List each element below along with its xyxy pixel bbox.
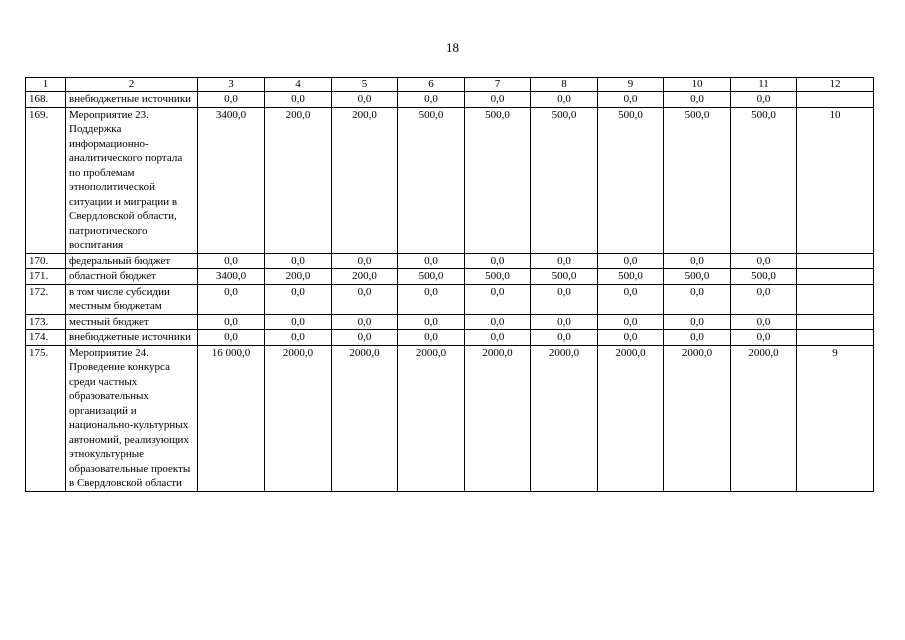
row-value-cell: 0,0 xyxy=(731,92,797,108)
row-value-cell: 0,0 xyxy=(598,92,664,108)
row-value-cell: 0,0 xyxy=(198,314,265,330)
row-value-cell: 0,0 xyxy=(265,330,332,346)
row-description-cell: внебюджетные источники xyxy=(66,92,198,108)
row-value-cell: 0,0 xyxy=(664,330,731,346)
row-last-column-cell: 9 xyxy=(797,345,874,491)
row-number-cell: 168. xyxy=(26,92,66,108)
row-value-cell: 2000,0 xyxy=(332,345,398,491)
column-header: 3 xyxy=(198,78,265,92)
row-value-cell: 500,0 xyxy=(398,269,465,285)
row-value-cell: 0,0 xyxy=(265,284,332,314)
column-header: 1 xyxy=(26,78,66,92)
row-description-cell: в том числе субсидии местным бюджетам xyxy=(66,284,198,314)
row-value-cell: 500,0 xyxy=(398,107,465,253)
table-row xyxy=(26,92,874,108)
row-number-cell: 173. xyxy=(26,314,66,330)
row-number-cell: 170. xyxy=(26,253,66,269)
row-value-cell: 0,0 xyxy=(731,284,797,314)
row-value-cell: 0,0 xyxy=(332,92,398,108)
table-header-row xyxy=(26,78,874,92)
row-value-cell: 2000,0 xyxy=(598,345,664,491)
row-value-cell: 500,0 xyxy=(598,107,664,253)
row-value-cell: 0,0 xyxy=(531,314,598,330)
row-last-column-cell: 10 xyxy=(797,107,874,253)
row-value-cell: 0,0 xyxy=(531,284,598,314)
row-value-cell: 0,0 xyxy=(531,92,598,108)
row-value-cell: 0,0 xyxy=(731,314,797,330)
row-description-cell: Мероприятие 24. Проведение конкурса среди частных образовательных организаций и национально-культурных автономий, реализующих этнокультурные образовательные проекты в Свердловской области xyxy=(66,345,198,491)
row-last-column-cell xyxy=(797,253,874,269)
row-value-cell: 200,0 xyxy=(332,269,398,285)
row-value-cell: 0,0 xyxy=(465,253,531,269)
row-value-cell: 500,0 xyxy=(731,107,797,253)
row-value-cell: 500,0 xyxy=(465,107,531,253)
row-value-cell: 2000,0 xyxy=(265,345,332,491)
row-description-cell: местный бюджет xyxy=(66,314,198,330)
row-value-cell: 500,0 xyxy=(465,269,531,285)
row-value-cell: 0,0 xyxy=(598,253,664,269)
row-value-cell: 500,0 xyxy=(664,269,731,285)
table-row xyxy=(26,345,874,491)
column-header: 11 xyxy=(731,78,797,92)
column-header: 9 xyxy=(598,78,664,92)
row-value-cell: 200,0 xyxy=(265,269,332,285)
row-value-cell: 500,0 xyxy=(598,269,664,285)
table-row xyxy=(26,314,874,330)
row-value-cell: 0,0 xyxy=(664,92,731,108)
column-header: 8 xyxy=(531,78,598,92)
row-value-cell: 2000,0 xyxy=(398,345,465,491)
row-value-cell: 0,0 xyxy=(332,330,398,346)
table-row xyxy=(26,269,874,285)
row-value-cell: 0,0 xyxy=(731,253,797,269)
row-value-cell: 0,0 xyxy=(398,92,465,108)
row-value-cell: 0,0 xyxy=(265,92,332,108)
table-row xyxy=(26,107,874,253)
row-last-column-cell xyxy=(797,92,874,108)
row-value-cell: 500,0 xyxy=(531,269,598,285)
row-value-cell: 0,0 xyxy=(664,284,731,314)
column-header: 7 xyxy=(465,78,531,92)
row-value-cell: 0,0 xyxy=(198,330,265,346)
row-number-cell: 169. xyxy=(26,107,66,253)
row-last-column-cell xyxy=(797,330,874,346)
row-value-cell: 0,0 xyxy=(332,284,398,314)
column-header: 10 xyxy=(664,78,731,92)
row-number-cell: 171. xyxy=(26,269,66,285)
row-value-cell: 0,0 xyxy=(198,253,265,269)
column-header: 5 xyxy=(332,78,398,92)
row-value-cell: 200,0 xyxy=(332,107,398,253)
row-description-cell: федеральный бюджет xyxy=(66,253,198,269)
row-description-cell: областной бюджет xyxy=(66,269,198,285)
column-header: 12 xyxy=(797,78,874,92)
row-value-cell: 0,0 xyxy=(465,92,531,108)
row-value-cell: 2000,0 xyxy=(731,345,797,491)
column-header: 6 xyxy=(398,78,465,92)
row-number-cell: 174. xyxy=(26,330,66,346)
row-value-cell: 0,0 xyxy=(598,314,664,330)
row-value-cell: 0,0 xyxy=(731,330,797,346)
row-number-cell: 172. xyxy=(26,284,66,314)
row-value-cell: 0,0 xyxy=(265,253,332,269)
row-value-cell: 3400,0 xyxy=(198,107,265,253)
row-value-cell: 0,0 xyxy=(398,253,465,269)
row-value-cell: 3400,0 xyxy=(198,269,265,285)
row-value-cell: 2000,0 xyxy=(664,345,731,491)
row-value-cell: 0,0 xyxy=(664,314,731,330)
budget-table xyxy=(25,77,874,492)
table-row xyxy=(26,330,874,346)
row-value-cell: 0,0 xyxy=(332,253,398,269)
row-value-cell: 0,0 xyxy=(598,330,664,346)
row-last-column-cell xyxy=(797,314,874,330)
row-description-cell: Мероприятие 23. Поддержка информационно-аналитического портала по проблемам этнополитической ситуации и миграции в Свердловской области, патриотического воспитания xyxy=(66,107,198,253)
table-row xyxy=(26,253,874,269)
row-value-cell: 0,0 xyxy=(465,284,531,314)
row-last-column-cell xyxy=(797,269,874,285)
row-value-cell: 0,0 xyxy=(265,314,332,330)
row-value-cell: 2000,0 xyxy=(465,345,531,491)
row-value-cell: 500,0 xyxy=(664,107,731,253)
page-number: 18 xyxy=(446,40,459,55)
row-value-cell: 0,0 xyxy=(664,253,731,269)
row-number-cell: 175. xyxy=(26,345,66,491)
row-value-cell: 500,0 xyxy=(731,269,797,285)
row-value-cell: 500,0 xyxy=(531,107,598,253)
row-value-cell: 0,0 xyxy=(398,330,465,346)
row-value-cell: 0,0 xyxy=(198,92,265,108)
row-description-cell: внебюджетные источники xyxy=(66,330,198,346)
row-value-cell: 0,0 xyxy=(398,284,465,314)
row-value-cell: 0,0 xyxy=(465,314,531,330)
row-value-cell: 0,0 xyxy=(198,284,265,314)
table-row xyxy=(26,284,874,314)
column-header: 2 xyxy=(66,78,198,92)
row-value-cell: 0,0 xyxy=(332,314,398,330)
column-header: 4 xyxy=(265,78,332,92)
row-last-column-cell xyxy=(797,284,874,314)
row-value-cell: 0,0 xyxy=(398,314,465,330)
row-value-cell: 0,0 xyxy=(531,253,598,269)
row-value-cell: 2000,0 xyxy=(531,345,598,491)
row-value-cell: 0,0 xyxy=(531,330,598,346)
row-value-cell: 0,0 xyxy=(598,284,664,314)
row-value-cell: 16 000,0 xyxy=(198,345,265,491)
row-value-cell: 0,0 xyxy=(465,330,531,346)
row-value-cell: 200,0 xyxy=(265,107,332,253)
